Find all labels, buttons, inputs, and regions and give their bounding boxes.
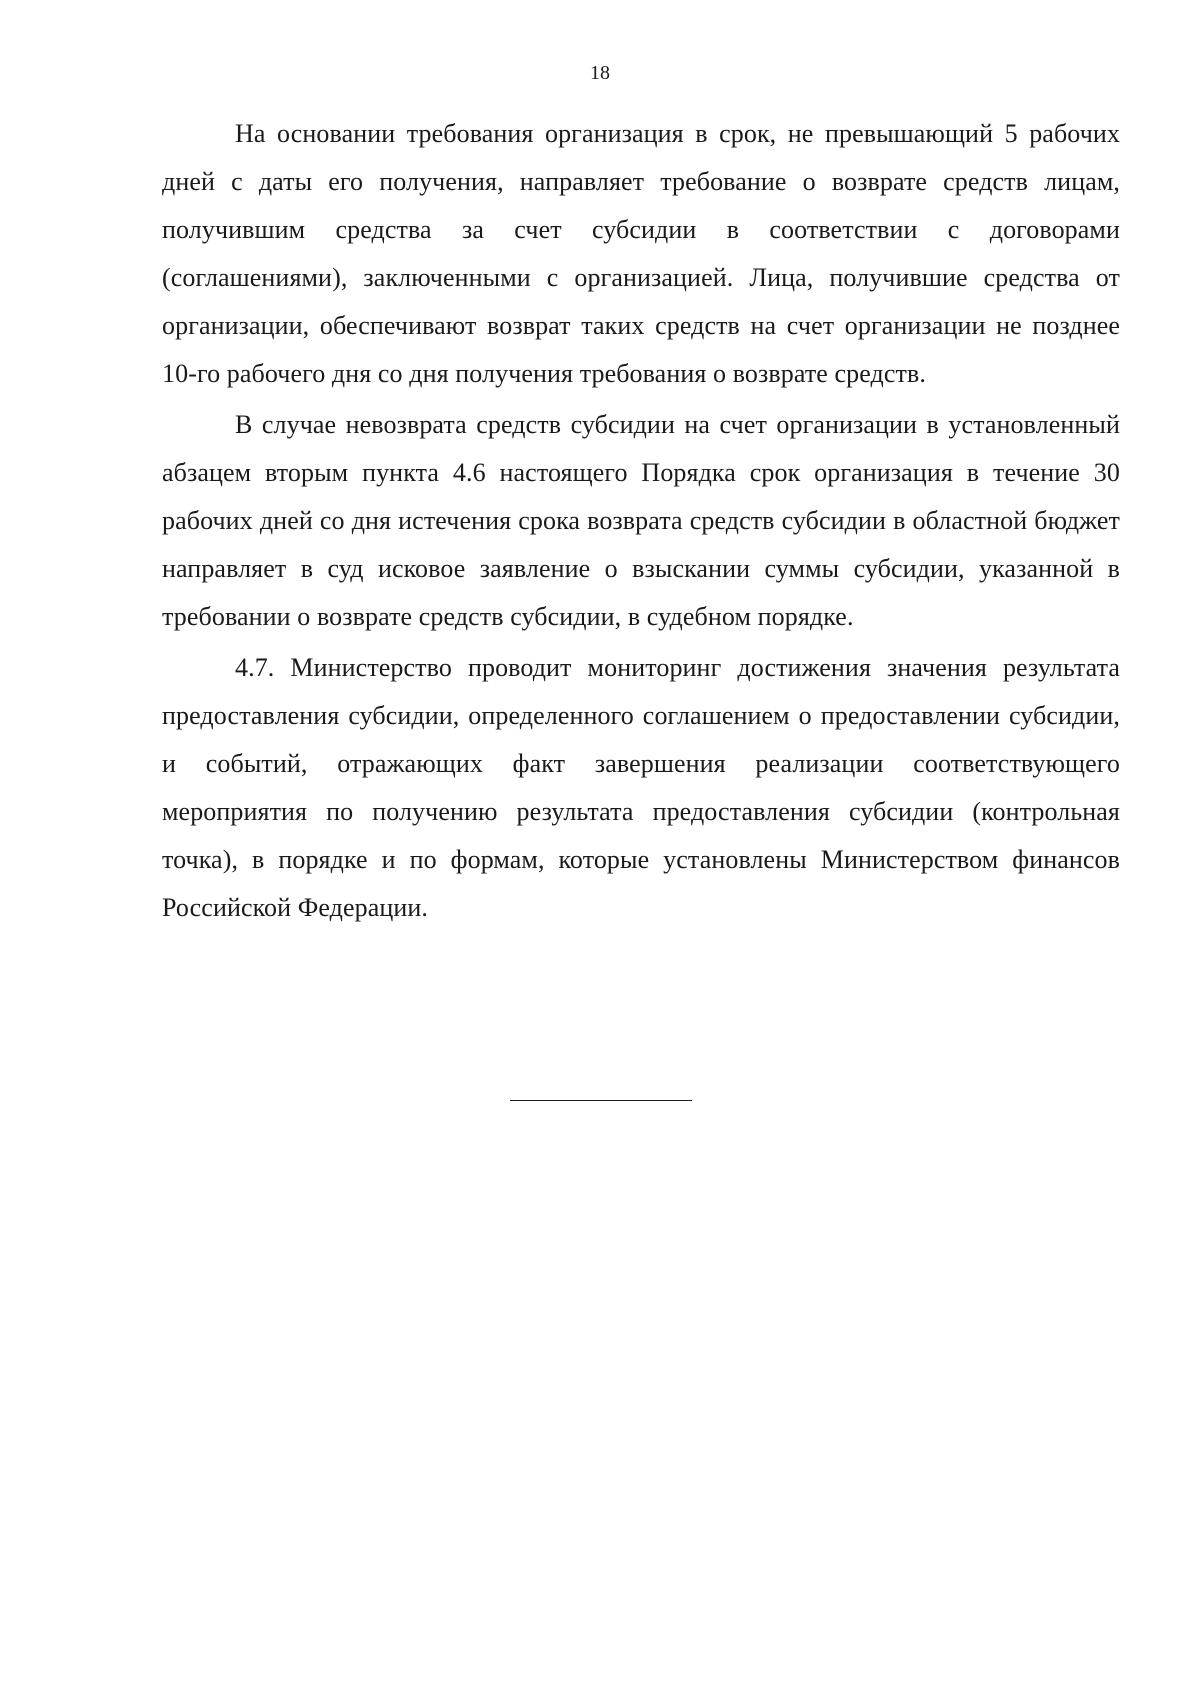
closing-divider — [510, 1100, 692, 1101]
document-body — [162, 110, 1120, 935]
paragraph-court-claim: В случае невозврата средств субсидии на счет организации в установленный абзацем вторым пункта 4.6 настоящего Порядка срок организация в течение 30 рабочих дней со дня истечения срока возврата средств субсидии в областной бюджет направляет в суд исковое заявление о взыскании суммы субсидии, указанной в требовании о возврате средств субсидии, в судебном порядке. — [162, 410, 1120, 631]
paragraph-refund-requirement: На основании требования организация в срок, не превышающий 5 рабочих дней с даты его получения, направляет требование о возврате средств лицам, получившим средства за счет субсидии в соответствии с договорами (соглашениями), заключенными с организацией. Лица, получившие средства от организации, обеспечивают возврат таких средств на счет организации не позднее 10-го рабочего дня со дня получения требования о возврате средств. — [162, 119, 1120, 388]
paragraph-monitoring: 4.7. Министерство проводит мониторинг достижения значения результата предоставления субсидии, определенного соглашением о предоставлении субсидии, и событий, отражающих факт завершения реализации соответствующего мероприятия по получению результата предоставления субсидии (контрольная точка), в порядке и по формам, которые установлены Министерством финансов Российской Федерации. — [162, 653, 1120, 922]
page-number: 18 — [590, 62, 610, 84]
